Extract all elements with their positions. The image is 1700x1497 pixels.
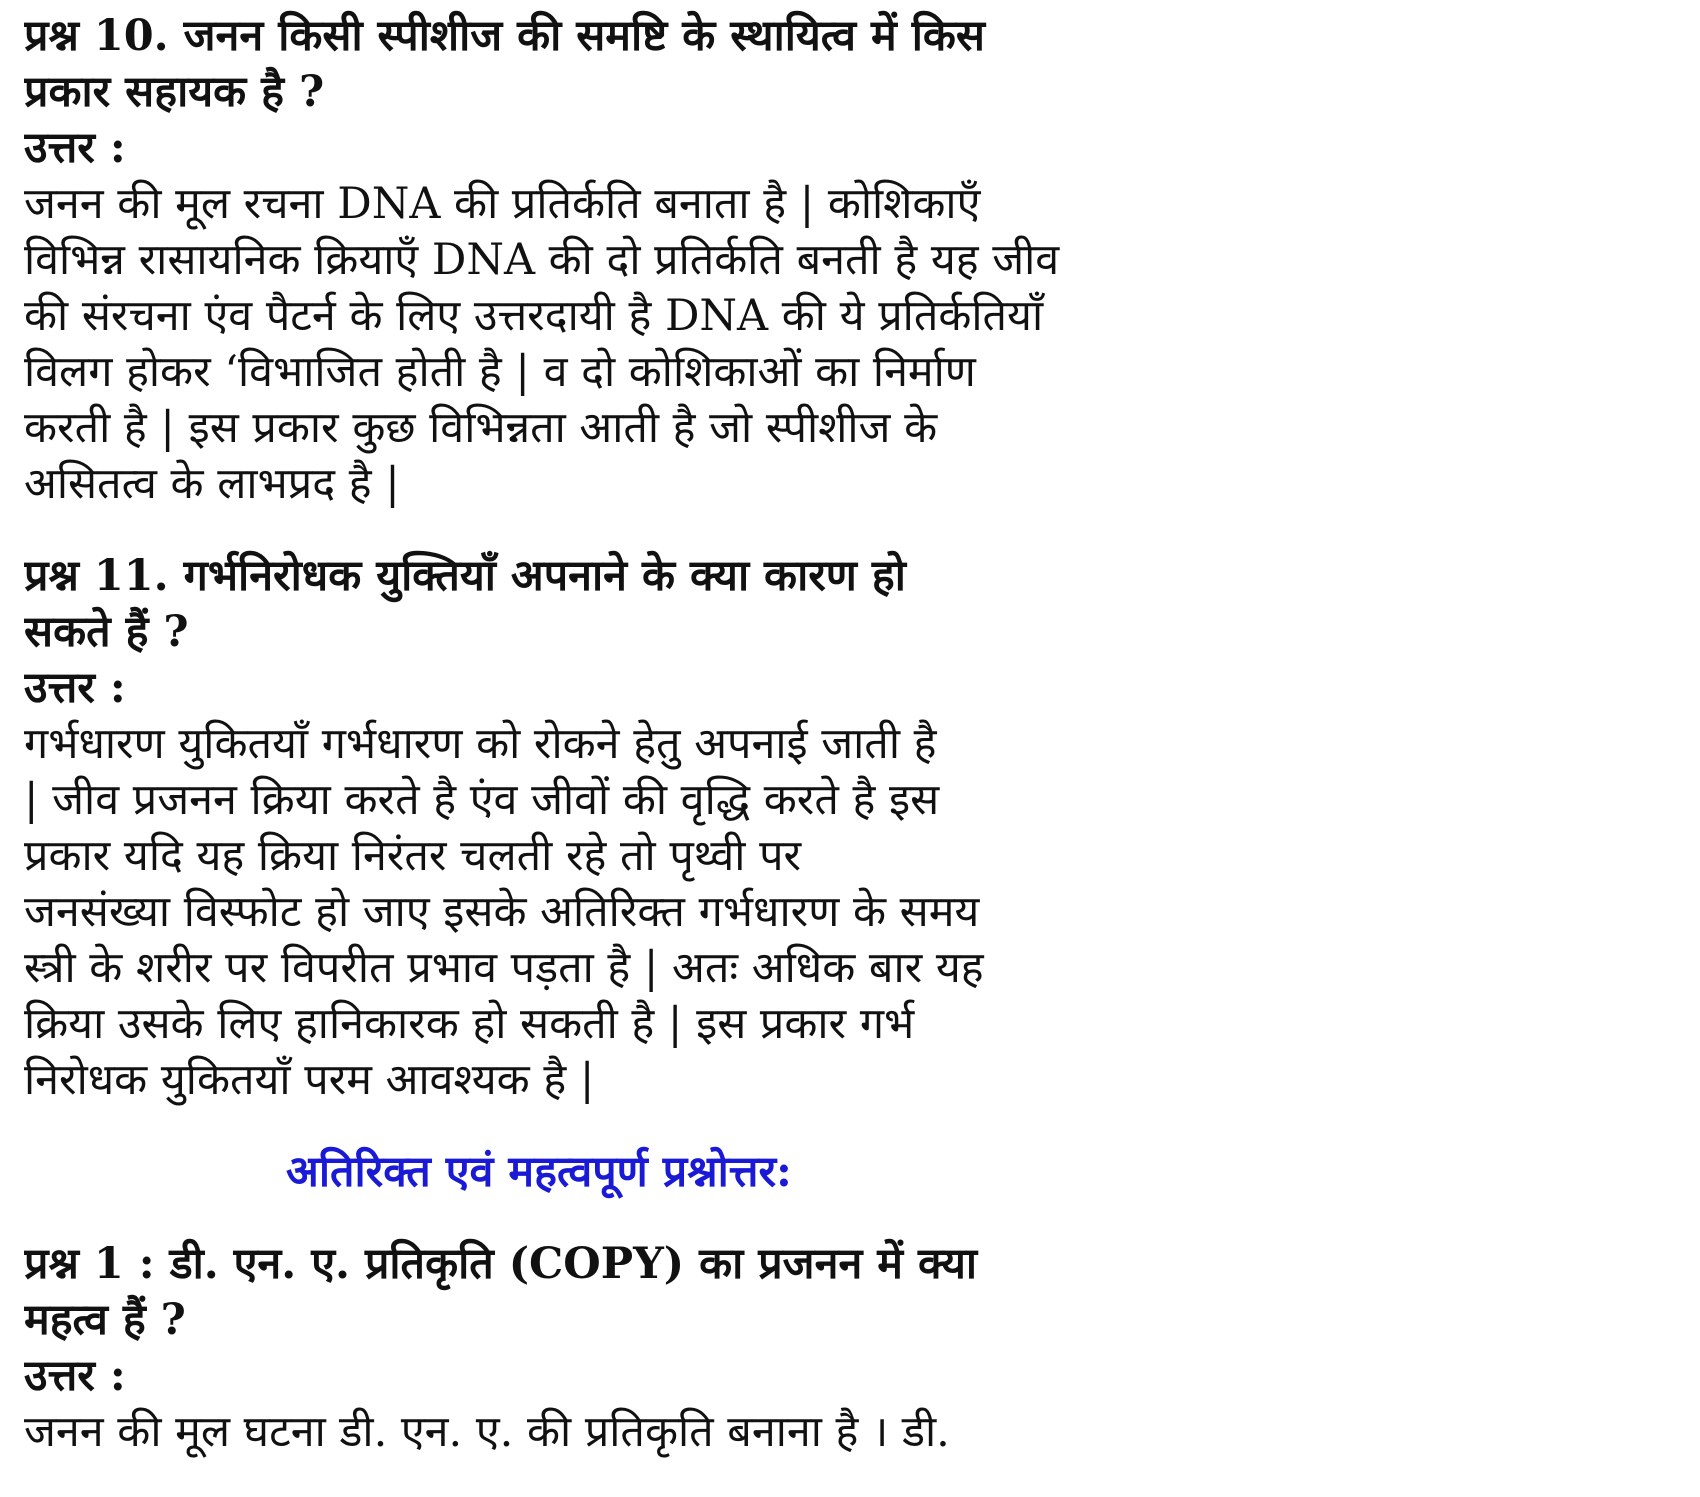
answer-11-line-7: निरोधक युकितयाँ परम आवश्यक है | bbox=[24, 1055, 595, 1105]
answer-11-line-4: जनसंख्या विस्फोट हो जाए इसके अतिरिक्त गर्भधारण के समय bbox=[24, 887, 980, 937]
document-page bbox=[24, 8, 1184, 1460]
answer-10-line-3: की संरचना एंव पैटर्न के लिए उत्तरदायी है DNA की ये प्रतिर्कतियाँ bbox=[24, 291, 1044, 341]
section-heading: अतिरिक्त एवं महत्वपूर्ण प्रश्नोत्तर: bbox=[286, 1147, 792, 1197]
answer-10-line-6: असितत्व के लाभप्रद है | bbox=[24, 459, 400, 509]
question-1-line-1: प्रश्न 1 : डी. एन. ए. प्रतिकृति (COPY) का प्रजनन में क्या bbox=[24, 1239, 978, 1289]
answer-11-line-3: प्रकार यदि यह क्रिया निरंतर चलती रहे तो पृथ्वी पर bbox=[24, 831, 802, 881]
question-1-block bbox=[24, 1236, 1184, 1460]
answer-label: उत्तर : bbox=[24, 1351, 126, 1401]
answer-10-line-4: विलग होकर ‘विभाजित होती है | व दो कोशिकाओं का निर्माण bbox=[24, 347, 976, 397]
answer-11-line-1: गर्भधारण युकितयाँ गर्भधारण को रोकने हेतु अपनाई जाती है bbox=[24, 719, 937, 769]
answer-11-line-2: | जीव प्रजनन क्रिया करते है एंव जीवों की वृद्धि करते है इस bbox=[24, 775, 940, 825]
answer-1-line-1: जनन की मूल घटना डी. एन. ए. की प्रतिकृति बनाना है । डी. bbox=[24, 1407, 950, 1457]
answer-label: उत्तर : bbox=[24, 663, 126, 713]
answer-11-line-6: क्रिया उसके लिए हानिकारक हो सकती है | इस प्रकार गर्भ bbox=[24, 999, 915, 1049]
answer-10-line-5: करती है | इस प्रकार कुछ विभिन्नता आती है जो स्पीशीज के bbox=[24, 403, 938, 453]
question-11-line-1: प्रश्न 11. गर्भनिरोधक युक्तियाँ अपनाने के क्या कारण हो bbox=[24, 551, 906, 601]
answer-10-line-1: जनन की मूल रचना DNA की प्रतिर्कति बनाता है | कोशिकाएँ bbox=[24, 179, 981, 229]
question-10-line-2: प्रकार सहायक है ? bbox=[24, 67, 325, 117]
answer-10-line-2: विभिन्न रासायनिक क्रियाएँ DNA की दो प्रतिर्कति बनती है यह जीव bbox=[24, 235, 1060, 285]
answer-label: उत्तर : bbox=[24, 123, 126, 173]
question-10-line-1: प्रश्न 10. जनन किसी स्पीशीज की समष्टि के स्थायित्व में किस bbox=[24, 11, 985, 61]
spacer bbox=[24, 1200, 1184, 1236]
spacer bbox=[24, 1108, 1184, 1144]
answer-11-line-5: स्त्री के शरीर पर विपरीत प्रभाव पड़ता है | अतः अधिक बार यह bbox=[24, 943, 984, 993]
question-1-line-2: महत्व हैं ? bbox=[24, 1295, 186, 1345]
question-10-block bbox=[24, 8, 1184, 512]
spacer bbox=[24, 512, 1184, 548]
question-11-line-2: सकते हैं ? bbox=[24, 607, 189, 657]
question-11-block bbox=[24, 548, 1184, 1108]
